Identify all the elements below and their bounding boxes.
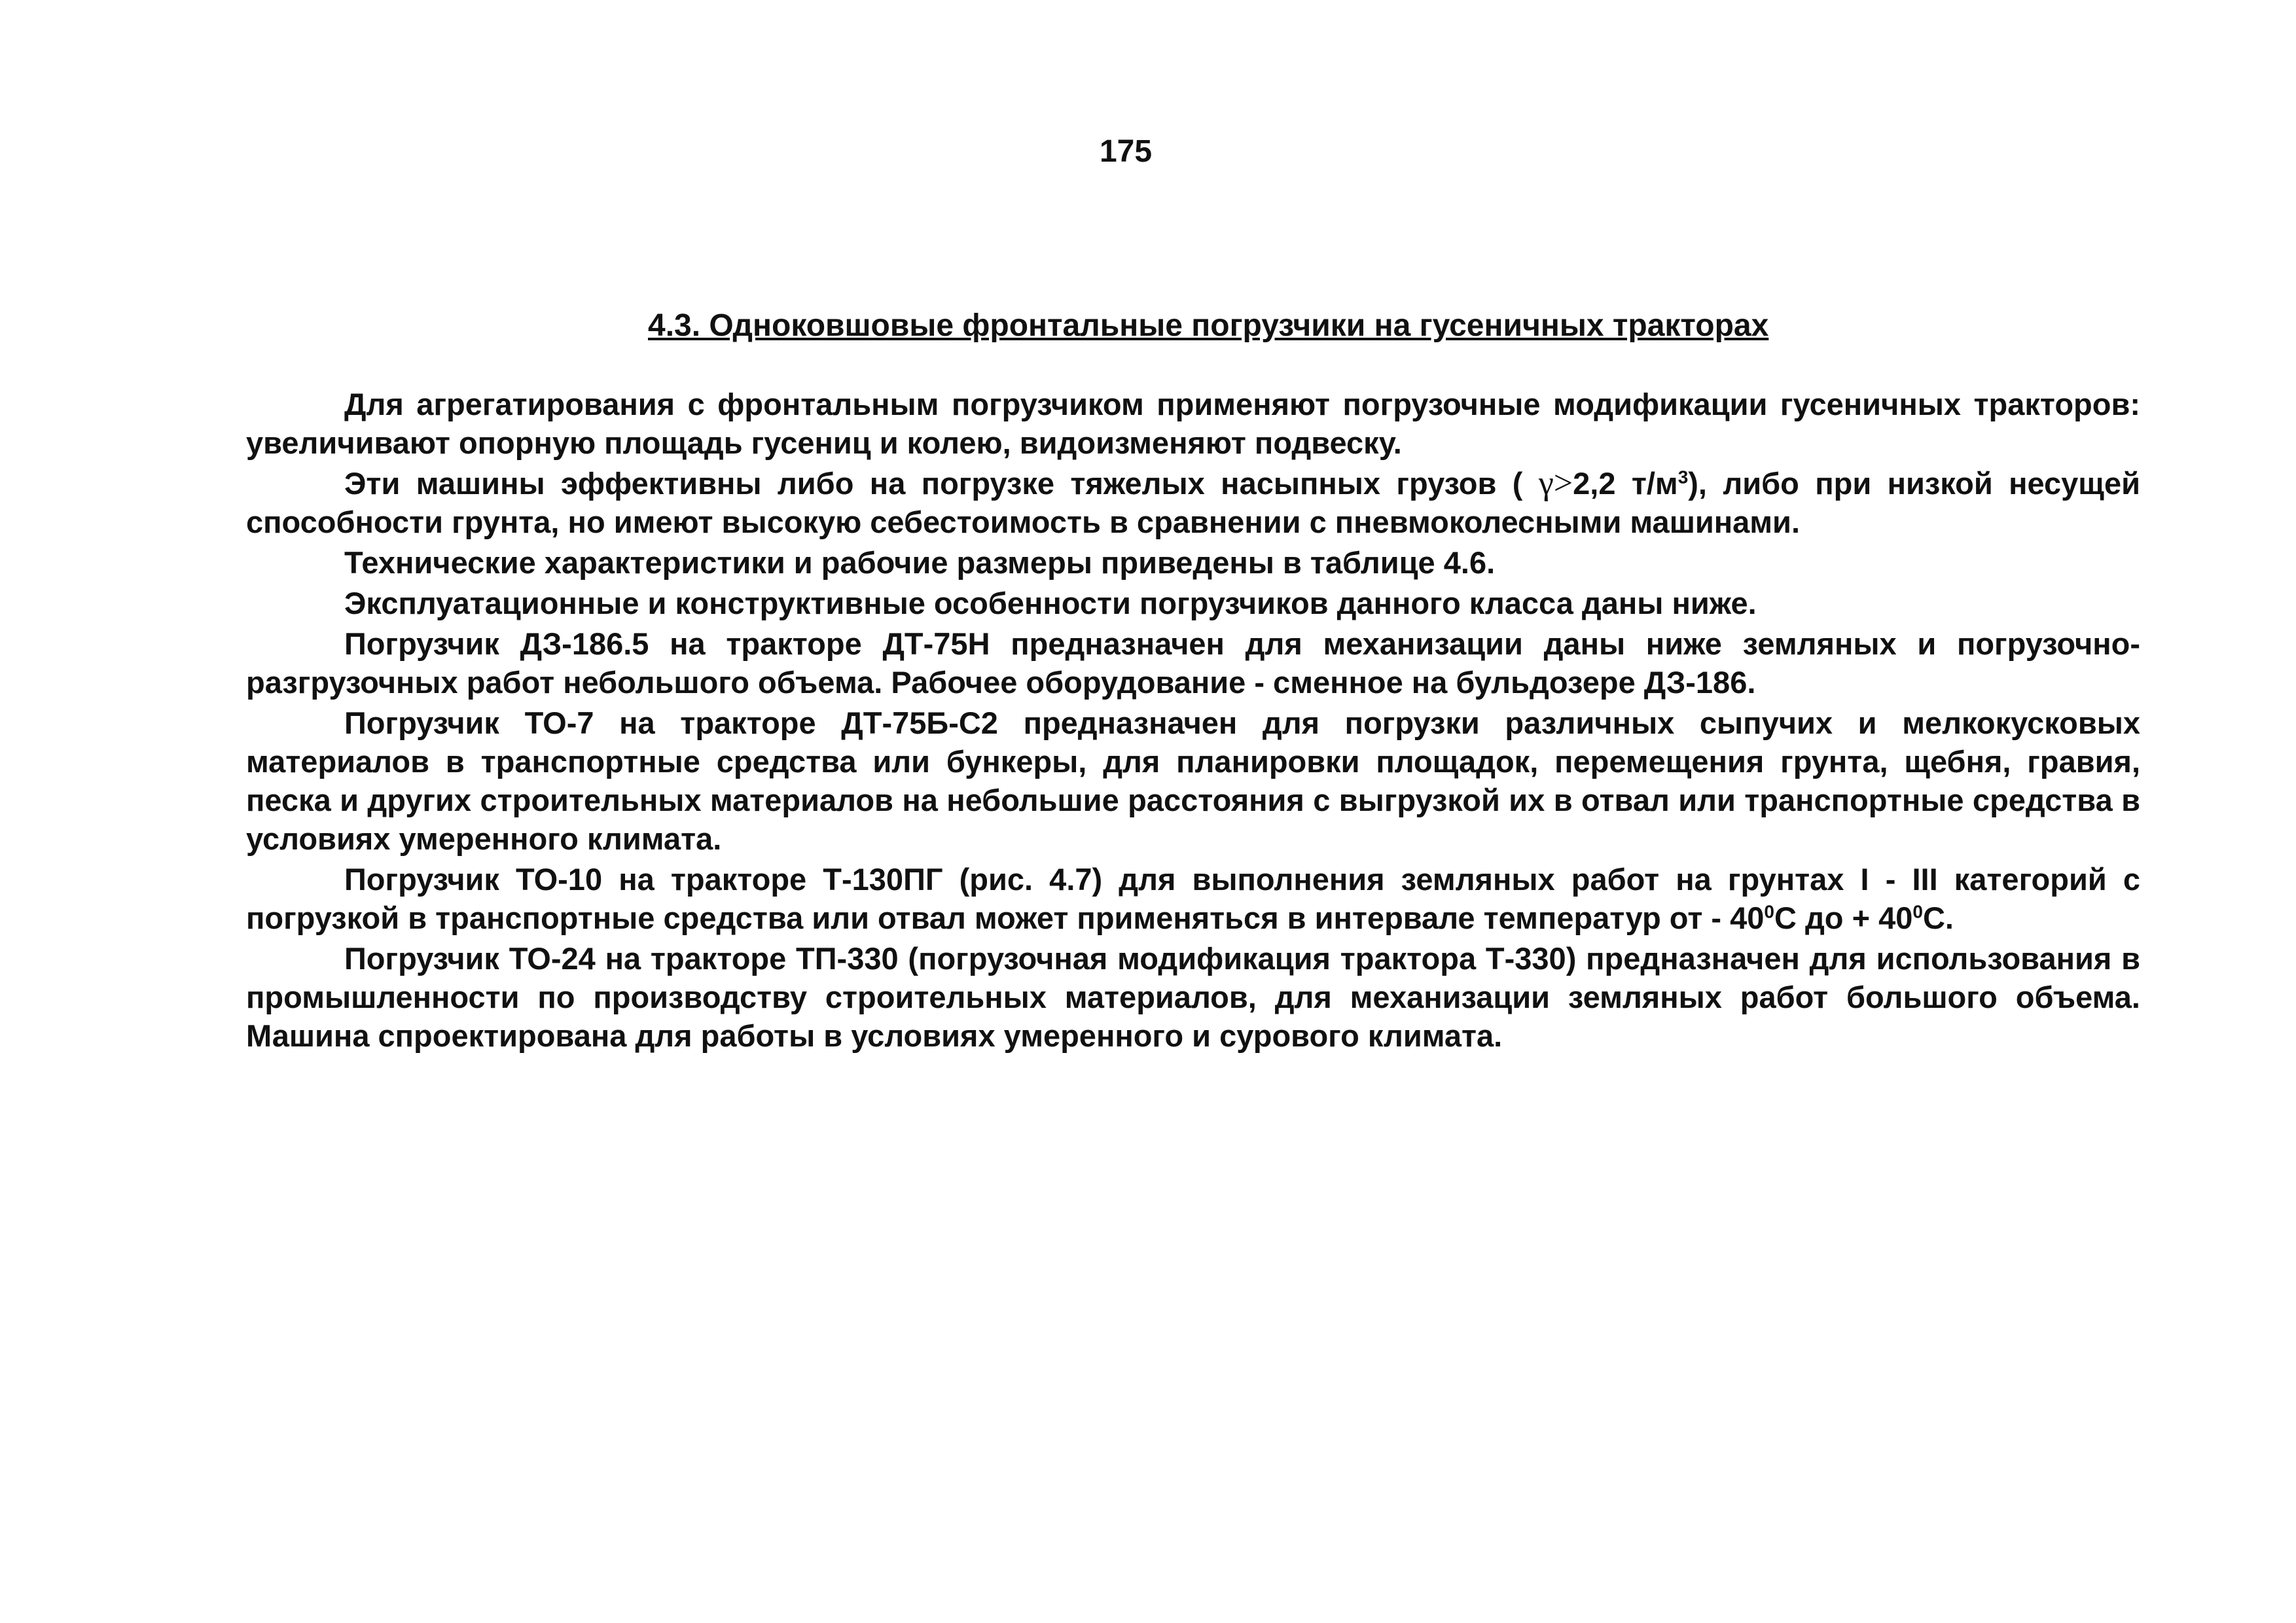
paragraph-7-text-c: С. <box>1922 901 1954 935</box>
degree-mark-1: 0 <box>1764 901 1774 922</box>
paragraph-8: Погрузчик ТО-24 на тракторе ТП-330 (погрузочная модификация трактора Т-330) предназначен для использования в промышленности по производству строительных материалов, для механизации земляных работ большого объема. Машина спроектирована для работы в условиях умеренного и сурового климата. <box>246 941 2140 1053</box>
paragraph-3: Технические характеристики и рабочие размеры приведены в таблице 4.6. <box>344 545 1496 580</box>
paragraph-7-text-b: С до + 40 <box>1774 901 1913 935</box>
paragraph-2-text-b: ), либо при низкой несущей способности грунта, но имеют высокую себестоимость в сравнении с пневмоколесными машинами. <box>246 466 2140 539</box>
paragraph-2 <box>246 464 2140 541</box>
section-title: 4.3. Одноковшовые фронтальные погрузчики на гусеничных тракторах <box>648 308 1769 343</box>
body-text <box>246 385 2140 1057</box>
degree-mark-2: 0 <box>1912 901 1923 922</box>
density-symbol: γ> <box>1538 465 1573 502</box>
paragraph-5: Погрузчик ДЗ-186.5 на тракторе ДТ-75Н предназначен для механизации даны ниже земляных и погрузочно-разгрузочных работ небольшого объема. Рабочее оборудование - сменное на бульдозере ДЗ-186. <box>246 626 2140 700</box>
paragraph-7 <box>246 860 2140 937</box>
paragraph-6: Погрузчик ТО-7 на тракторе ДТ-75Б-С2 предназначен для погрузки различных сыпучих и мелкокусковых материалов в транспортные средства или бункеры, для планировки площадок, перемещения грунта, щебня, гравия, песка и других строительных материалов на небольшие расстояния с выгрузкой их в отвал или транспортные средства в условиях умеренного климата. <box>246 705 2140 856</box>
paragraph-2-text-a: Эти машины эффективны либо на погрузке тяжелых насыпных грузов ( <box>344 466 1523 501</box>
page-number: 175 <box>1099 134 1153 169</box>
density-value: 2,2 т/м <box>1573 466 1678 501</box>
paragraph-7-text-a: Погрузчик ТО-10 на тракторе Т-130ПГ (рис. 4.7) для выполнения земляных работ на грунтах I - III категорий с погрузкой в транспортные средства или отвал может применяться в интервале температур от - 40 <box>246 862 2140 935</box>
paragraph-1: Для агрегатирования с фронтальным погрузчиком применяют погрузочные модификации гусеничных тракторов: увеличивают опорную площадь гусениц и колею, видоизменяют подвеску. <box>246 387 2140 460</box>
paragraph-4: Эксплуатационные и конструктивные особенности погрузчиков данного класса даны ниже. <box>344 586 1757 620</box>
cubic-exponent: 3 <box>1677 467 1689 488</box>
